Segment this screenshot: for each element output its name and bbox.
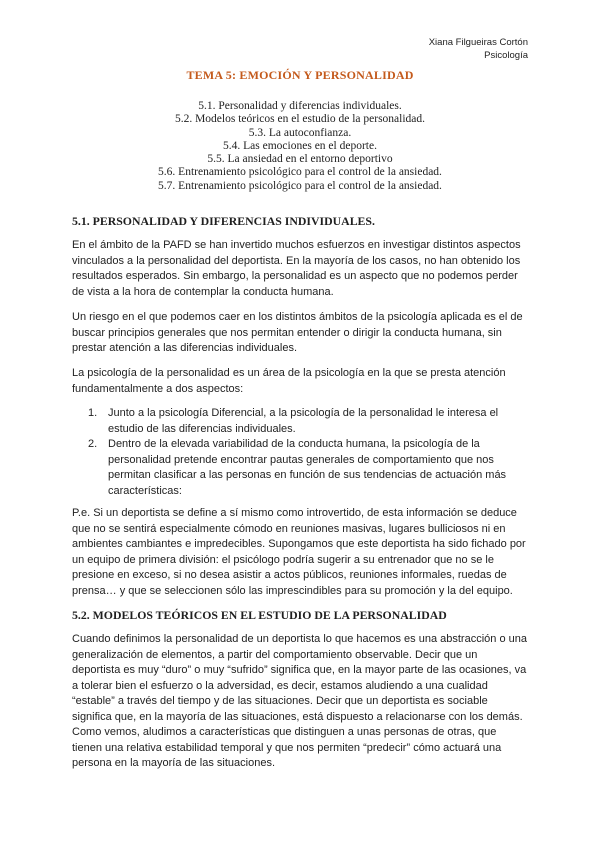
paragraph: En el ámbito de la PAFD se han invertido muchos esfuerzos en investigar distintos aspectos vinculados a la personalidad del deportista. En la mayoría de los casos, no han obtenido los resultados esperados. Sin embargo, la personalidad es un aspecto que no podemos perder de vista a la hora de contemplar la conducta humana. bbox=[72, 239, 521, 298]
paragraph: Cuando definimos la personalidad de un deportista lo que hacemos es una abstracción o una generalización de elementos, a partir del comportamiento observable. Decir que un deportista es muy “duro” o muy “sufrido” significa que, en la mayor parte de las ocasiones, va a tolerar bien el esfuerzo o la adversidad, es decir, estamos aludiendo a una cualidad “estable” a través del tiempo y de las situaciones. Decir que un deportista es sociable significa que, en la mayoría de las situaciones, está dispuesto a relacionarse con los demás. Como vemos, aludimos a características que distinguen a unas personas de otras, que tienen una relativa estabilidad temporal y que nos permiten “predecir” cómo actuará una persona en la mayoría de las situaciones. bbox=[72, 633, 527, 769]
numbered-list bbox=[72, 406, 528, 499]
list-number: 1. bbox=[88, 407, 98, 419]
document-title: TEMA 5: EMOCIÓN Y PERSONALIDAD bbox=[186, 68, 414, 82]
paragraph: La psicología de la personalidad es un área de la psicología en la que se presta atención fundamentalmente a dos aspectos: bbox=[72, 367, 506, 395]
table-of-contents bbox=[0, 100, 600, 193]
paragraph: Un riesgo en el que podemos caer en los distintos ámbitos de la psicología aplicada es el de buscar principios generales que nos permitan entender o dirigir la conducta humana, sin prestar atención a las diferencias individuales. bbox=[72, 311, 523, 354]
page-header bbox=[429, 36, 528, 62]
list-number: 2. bbox=[88, 438, 98, 450]
author-name: Xiana Filgueiras Cortón bbox=[428, 37, 528, 48]
toc-item: 5.1. Personalidad y diferencias individuales. bbox=[198, 100, 402, 112]
toc-item: 5.2. Modelos teóricos en el estudio de la personalidad. bbox=[174, 113, 426, 126]
paragraph: P.e. Si un deportista se define a sí mismo como introvertido, de esta información se deduce que no se sentirá especialmente cómodo en reuniones masivas, lugares bulliciosos ni en ambientes cambiantes e impredecibles. Supongamos que este deportista ha sido fichado por un equipo de primera división: el psicólogo podría sugerir a su entrenador que no se le presione en exceso, si no desea asistir a actos públicos, reuniones informales, ruedas de prensa… y que se seleccionen sólo las imprescindibles para su promoción y la del equipo. bbox=[72, 507, 526, 597]
list-text: Dentro de la elevada variabilidad de la conducta humana, la psicología de la personalidad pretende encontrar pautas generales de comportamiento que nos permitan clasificar a las personas en función de sus tendencias de actuación más características: bbox=[108, 438, 507, 497]
toc-item: 5.6. Entrenamiento psicológico para el control de la ansiedad. bbox=[158, 166, 442, 179]
toc-item: 5.3. La autoconfianza. bbox=[248, 126, 352, 139]
list-text: Junto a la psicología Diferencial, a la psicología de la personalidad le interesa el estudio de las diferencias individuales. bbox=[108, 407, 499, 435]
toc-item: 5.5. La ansiedad en el entorno deportivo bbox=[207, 153, 393, 166]
toc-item: 5.7. Entrenamiento psicológico para el control de la ansiedad. bbox=[158, 179, 442, 192]
toc-item: 5.4. Las emociones en el deporte. bbox=[223, 139, 377, 152]
list-item bbox=[72, 437, 528, 499]
section-heading: 5.2. MODELOS TEÓRICOS EN EL ESTUDIO DE LA PERSONALIDAD bbox=[72, 608, 447, 622]
list-item bbox=[72, 406, 528, 437]
subject-name: Psicología bbox=[484, 50, 528, 61]
section-heading: 5.1. PERSONALIDAD Y DIFERENCIAS INDIVIDUALES. bbox=[72, 214, 375, 228]
